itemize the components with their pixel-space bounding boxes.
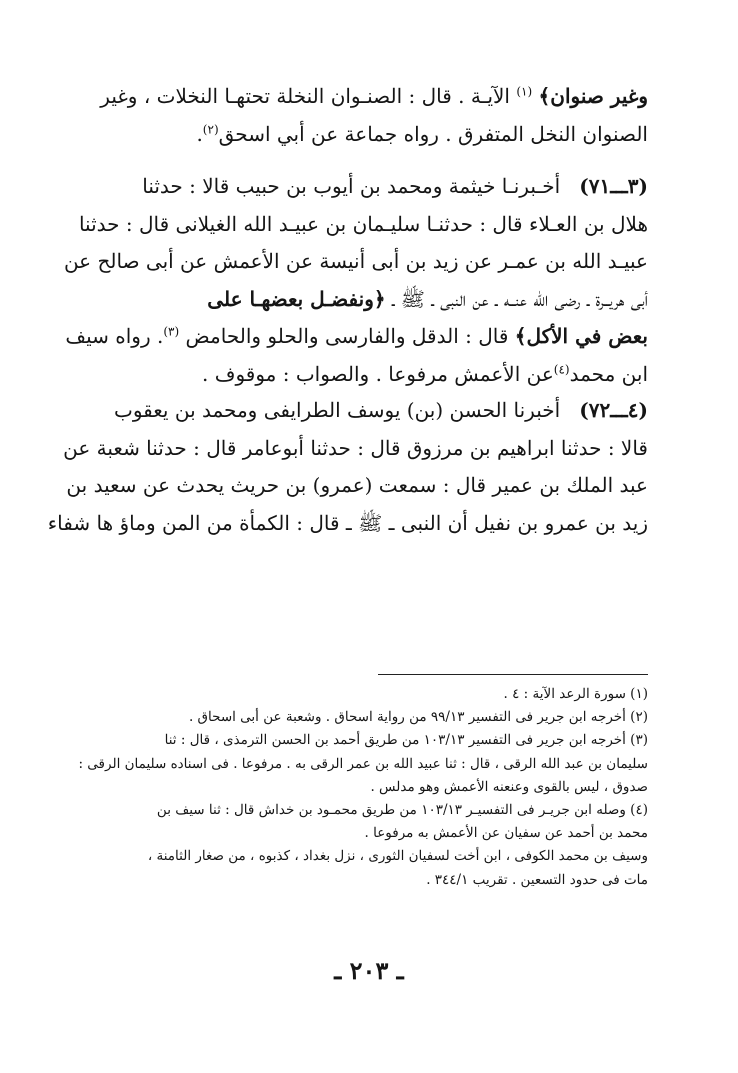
text-segment: أخـبرنـا خيثمة ومحمد بن أيوب بن حبيب قالا : حدثنا [142,174,561,198]
text-line [96,392,648,430]
text-line [65,318,648,356]
hadith-72 [47,392,648,542]
footnote-4-continued: وسيف بن محمد الكوفى ، ابن أخت لسفيان الثورى ، نزل بغداد ، كذبوه ، من صغار الثامنة ، [147,848,648,865]
footnote-ref[interactable]: (٣) [163,324,180,339]
quran-verse: ﴿ونفضـل بعضهـا على [207,286,386,311]
text-segment: . [196,121,203,146]
hadith-71 [63,168,648,393]
text-line [96,78,648,116]
text-line: زيد بن عمرو بن نفيل أن النبى ـ ﷺ ـ قال : الكمأة من المن وماؤ ها شفاء [47,510,648,535]
text-line [96,356,648,394]
text-segment: قال : الدقل والفارسى والحلو والحامض [185,324,509,348]
hadith-number: (٣ـــ٧١) [579,174,648,198]
text-segment: . رواه سيف [65,324,164,348]
footnote-4: (٤) وصله ابن جريـر فى التفسيـر ١٠٣/١٣ من طريق محمـود بن خداش قال : ثنا سيف بن [156,801,648,818]
text-segment: ابن محمد [569,361,648,386]
text-segment: الصنوان النخل المتفرق . رواه جماعة عن أبي اسحق [218,121,648,146]
quran-verse: بعض في الأكل﴾ [514,324,648,348]
footnote-3-continued: سليمان بن عبد الله الرقى ، قال : ثنا عبيد الله بن عمر الرقى به . مرفوعا . فى اسناده سليمان الرقى : [78,755,648,772]
text-line [96,281,648,319]
text-line: عبد الملك بن عمير قال : سمعت (عمرو) بن حريث يحدث عن سعيد بن [66,473,648,497]
text-line [96,116,648,154]
text-segment: عن الأعمش مرفوعا . والصواب : موقوف . [202,361,554,386]
footnote-4-continued: مات فى حدود التسعين . تقريب ٣٤٤/١ . [426,871,648,888]
footnote-divider [378,674,648,675]
text-line: هلال بن العـلاء قال : حدثنـا سليـمان بن عبيـد الله الغيلانى قال : حدثنا [78,211,648,236]
footnote-3: (٣) أخرجه ابن جرير فى التفسير ١٠٣/١٣ من طريق أحمد بن الحسن الترمذى ، قال : ثنا [164,732,648,749]
text-line: عبيـد الله بن عمـر عن زيد بن أبى أنيسة عن الأعمش عن أبى صالح عن [63,249,648,273]
footnotes [78,683,648,892]
quran-verse: وغير صنوان﴾ [538,84,648,108]
text-segment: أخبرنا الحسن (بن) يوسف الطرايفى ومحمد بن يعقوب [114,398,561,422]
opening-paragraph [96,78,648,153]
text-line: قالا : حدثنا ابراهيم بن مرزوق قال : حدثنا أبوعامر قال : حدثنا شعبة عن [63,435,648,460]
page-number: ـ ٢٠٣ ـ [334,956,404,985]
footnote-1: (١) سورة الرعد الآية : ٤ . [503,686,648,702]
text-line [96,168,648,206]
footnote-ref[interactable]: (١) [516,84,533,99]
footnote-ref[interactable]: (٤) [553,361,570,376]
hadith-number: (٤ـــ٧٢) [579,398,648,422]
footnote-4-continued: محمد بن أحمد عن سفيان عن الأعمش به مرفوعا . [364,825,648,842]
text-segment: أبى هريــرة ـ رضى الله عنــه ـ عن النبى ـ ﷺ ـ [391,286,648,311]
footnote-ref[interactable]: (٢) [202,121,219,136]
footnote-2: (٢) أخرجه ابن جرير فى التفسير ٩٩/١٣ من رواية اسحاق . وشعبة عن أبى اسحاق . [188,709,648,726]
footnote-3-continued: صدوق ، ليس بالقوى وعنعنه الأعمش وهو مدلس . [370,778,648,795]
text-segment: الآيـة . قال : الصنـوان النخلة تحتهـا النخلات ، وغير [100,84,510,108]
